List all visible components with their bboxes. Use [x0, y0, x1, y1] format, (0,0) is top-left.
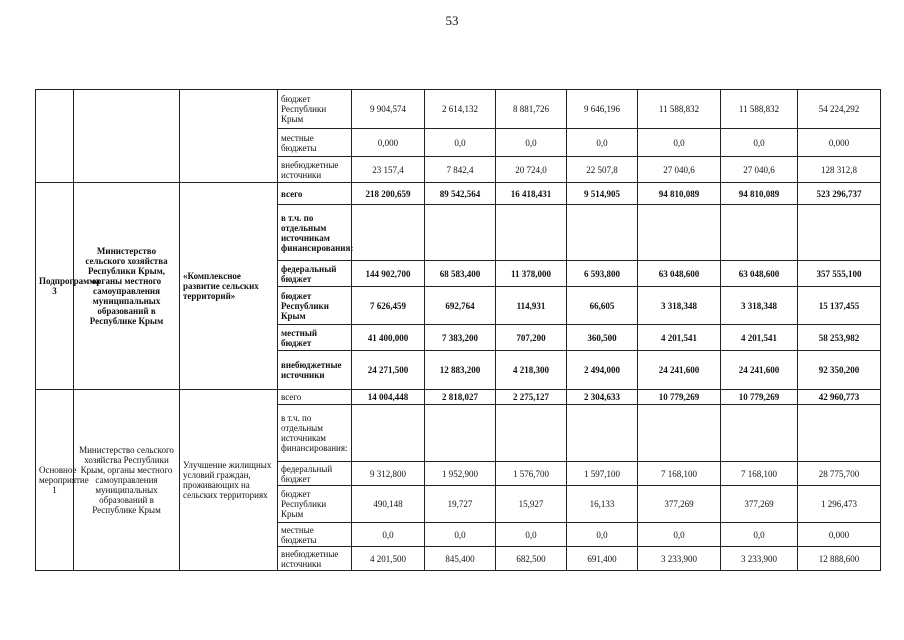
value-cell: 2 494,000 [567, 351, 638, 390]
value-cell: 9 312,800 [352, 462, 425, 486]
financing-table [35, 89, 881, 571]
source-cell: бюджет Республики Крым [278, 287, 352, 325]
value-cell [567, 405, 638, 462]
value-cell: 0,0 [425, 129, 496, 157]
source-cell: бюджет Республики Крым [278, 486, 352, 523]
value-cell: 14 004,448 [352, 390, 425, 405]
source-cell: внебюджетные источники [278, 157, 352, 183]
source-cell: в т.ч. по отдельным источникам финансирования: [278, 405, 352, 462]
value-cell [567, 205, 638, 261]
value-cell: 2 275,127 [496, 390, 567, 405]
value-cell: 7 842,4 [425, 157, 496, 183]
source-cell: местные бюджеты [278, 523, 352, 547]
source-cell: федеральный бюджет [278, 462, 352, 486]
value-cell [352, 205, 425, 261]
value-cell: 845,400 [425, 547, 496, 571]
value-cell: 0,0 [352, 523, 425, 547]
value-cell [798, 405, 881, 462]
value-cell: 0,000 [798, 523, 881, 547]
value-cell: 9 904,574 [352, 90, 425, 129]
value-cell: 24 241,600 [638, 351, 721, 390]
value-cell: 0,0 [567, 129, 638, 157]
value-cell: 11 588,832 [721, 90, 798, 129]
value-cell: 4 201,541 [721, 325, 798, 351]
source-cell: бюджет Республики Крым [278, 90, 352, 129]
value-cell: 3 318,348 [638, 287, 721, 325]
source-cell: местные бюджеты [278, 129, 352, 157]
value-cell: 360,500 [567, 325, 638, 351]
value-cell: 27 040,6 [638, 157, 721, 183]
value-cell: 63 048,600 [638, 261, 721, 287]
table-row [36, 90, 881, 129]
value-cell: 0,0 [425, 523, 496, 547]
value-cell: 0,0 [496, 129, 567, 157]
value-cell: 0,000 [798, 129, 881, 157]
program-cell: Подпрограмма 3 [36, 183, 74, 390]
value-cell: 12 888,600 [798, 547, 881, 571]
value-cell: 3 233,900 [721, 547, 798, 571]
value-cell: 0,0 [721, 129, 798, 157]
value-cell: 8 881,726 [496, 90, 567, 129]
value-cell: 28 775,700 [798, 462, 881, 486]
value-cell: 114,931 [496, 287, 567, 325]
value-cell: 0,000 [352, 129, 425, 157]
value-cell: 58 253,982 [798, 325, 881, 351]
value-cell: 20 724,0 [496, 157, 567, 183]
value-cell: 2 818,027 [425, 390, 496, 405]
value-cell: 357 555,100 [798, 261, 881, 287]
value-cell: 54 224,292 [798, 90, 881, 129]
value-cell: 9 646,196 [567, 90, 638, 129]
value-cell: 94 810,089 [638, 183, 721, 205]
value-cell: 68 583,400 [425, 261, 496, 287]
value-cell: 6 593,800 [567, 261, 638, 287]
value-cell: 10 779,269 [721, 390, 798, 405]
executor-cell: Министерство сельского хозяйства Республики Крым, органы местного самоуправления муниципальных образований в Республике Крым [74, 390, 180, 571]
value-cell [638, 205, 721, 261]
value-cell: 27 040,6 [721, 157, 798, 183]
value-cell: 23 157,4 [352, 157, 425, 183]
value-cell: 144 902,700 [352, 261, 425, 287]
value-cell: 19,727 [425, 486, 496, 523]
value-cell: 490,148 [352, 486, 425, 523]
value-cell: 66,605 [567, 287, 638, 325]
value-cell: 94 810,089 [721, 183, 798, 205]
value-cell [638, 405, 721, 462]
value-cell: 10 779,269 [638, 390, 721, 405]
value-cell: 1 597,100 [567, 462, 638, 486]
value-cell: 3 233,900 [638, 547, 721, 571]
value-cell: 7 626,459 [352, 287, 425, 325]
measure-title-cell: Улучшение жилищных условий граждан, проживающих на сельских территориях [180, 390, 278, 571]
program-cell [36, 90, 74, 183]
value-cell: 0,0 [721, 523, 798, 547]
value-cell: 691,400 [567, 547, 638, 571]
value-cell: 1 952,900 [425, 462, 496, 486]
value-cell: 218 200,659 [352, 183, 425, 205]
value-cell: 128 312,8 [798, 157, 881, 183]
program-cell: Основное мероприятие 1 [36, 390, 74, 571]
table-row [36, 183, 881, 205]
value-cell: 41 400,000 [352, 325, 425, 351]
executor-cell [74, 90, 180, 183]
value-cell [798, 205, 881, 261]
source-cell: местный бюджет [278, 325, 352, 351]
value-cell: 692,764 [425, 287, 496, 325]
value-cell: 15,927 [496, 486, 567, 523]
value-cell: 16 418,431 [496, 183, 567, 205]
page-number: 53 [445, 13, 459, 28]
value-cell [721, 205, 798, 261]
value-cell: 4 201,500 [352, 547, 425, 571]
value-cell: 3 318,348 [721, 287, 798, 325]
value-cell [721, 405, 798, 462]
value-cell: 24 271,500 [352, 351, 425, 390]
value-cell: 1 576,700 [496, 462, 567, 486]
measure-title-cell [180, 90, 278, 183]
value-cell: 0,0 [638, 523, 721, 547]
value-cell: 0,0 [638, 129, 721, 157]
source-cell: в т.ч. по отдельным источникам финансирования: [278, 205, 352, 261]
value-cell [496, 405, 567, 462]
source-cell: всего [278, 390, 352, 405]
table-row [36, 390, 881, 405]
value-cell: 4 218,300 [496, 351, 567, 390]
value-cell: 682,500 [496, 547, 567, 571]
value-cell: 707,200 [496, 325, 567, 351]
value-cell: 523 296,737 [798, 183, 881, 205]
value-cell: 377,269 [721, 486, 798, 523]
value-cell [496, 205, 567, 261]
value-cell: 2 614,132 [425, 90, 496, 129]
value-cell: 1 296,473 [798, 486, 881, 523]
source-cell: внебюджетные источники [278, 547, 352, 571]
source-cell: федеральный бюджет [278, 261, 352, 287]
value-cell: 16,133 [567, 486, 638, 523]
value-cell: 2 304,633 [567, 390, 638, 405]
value-cell: 15 137,455 [798, 287, 881, 325]
value-cell: 89 542,564 [425, 183, 496, 205]
value-cell: 11 378,000 [496, 261, 567, 287]
source-cell: всего [278, 183, 352, 205]
value-cell: 9 514,905 [567, 183, 638, 205]
value-cell: 7 383,200 [425, 325, 496, 351]
measure-title-cell: «Комплексное развитие сельских территорий» [180, 183, 278, 390]
value-cell: 0,0 [567, 523, 638, 547]
value-cell [352, 405, 425, 462]
value-cell: 12 883,200 [425, 351, 496, 390]
source-cell: внебюджетные источники [278, 351, 352, 390]
value-cell: 11 588,832 [638, 90, 721, 129]
value-cell: 0,0 [496, 523, 567, 547]
value-cell: 4 201,541 [638, 325, 721, 351]
value-cell: 42 960,773 [798, 390, 881, 405]
value-cell [425, 205, 496, 261]
value-cell [425, 405, 496, 462]
value-cell: 63 048,600 [721, 261, 798, 287]
value-cell: 24 241,600 [721, 351, 798, 390]
value-cell: 22 507,8 [567, 157, 638, 183]
value-cell: 7 168,100 [638, 462, 721, 486]
value-cell: 92 350,200 [798, 351, 881, 390]
executor-cell: Министерство сельского хозяйства Республики Крым, органы местного самоуправления муниципальных образований в Республике Крым [74, 183, 180, 390]
value-cell: 7 168,100 [721, 462, 798, 486]
value-cell: 377,269 [638, 486, 721, 523]
